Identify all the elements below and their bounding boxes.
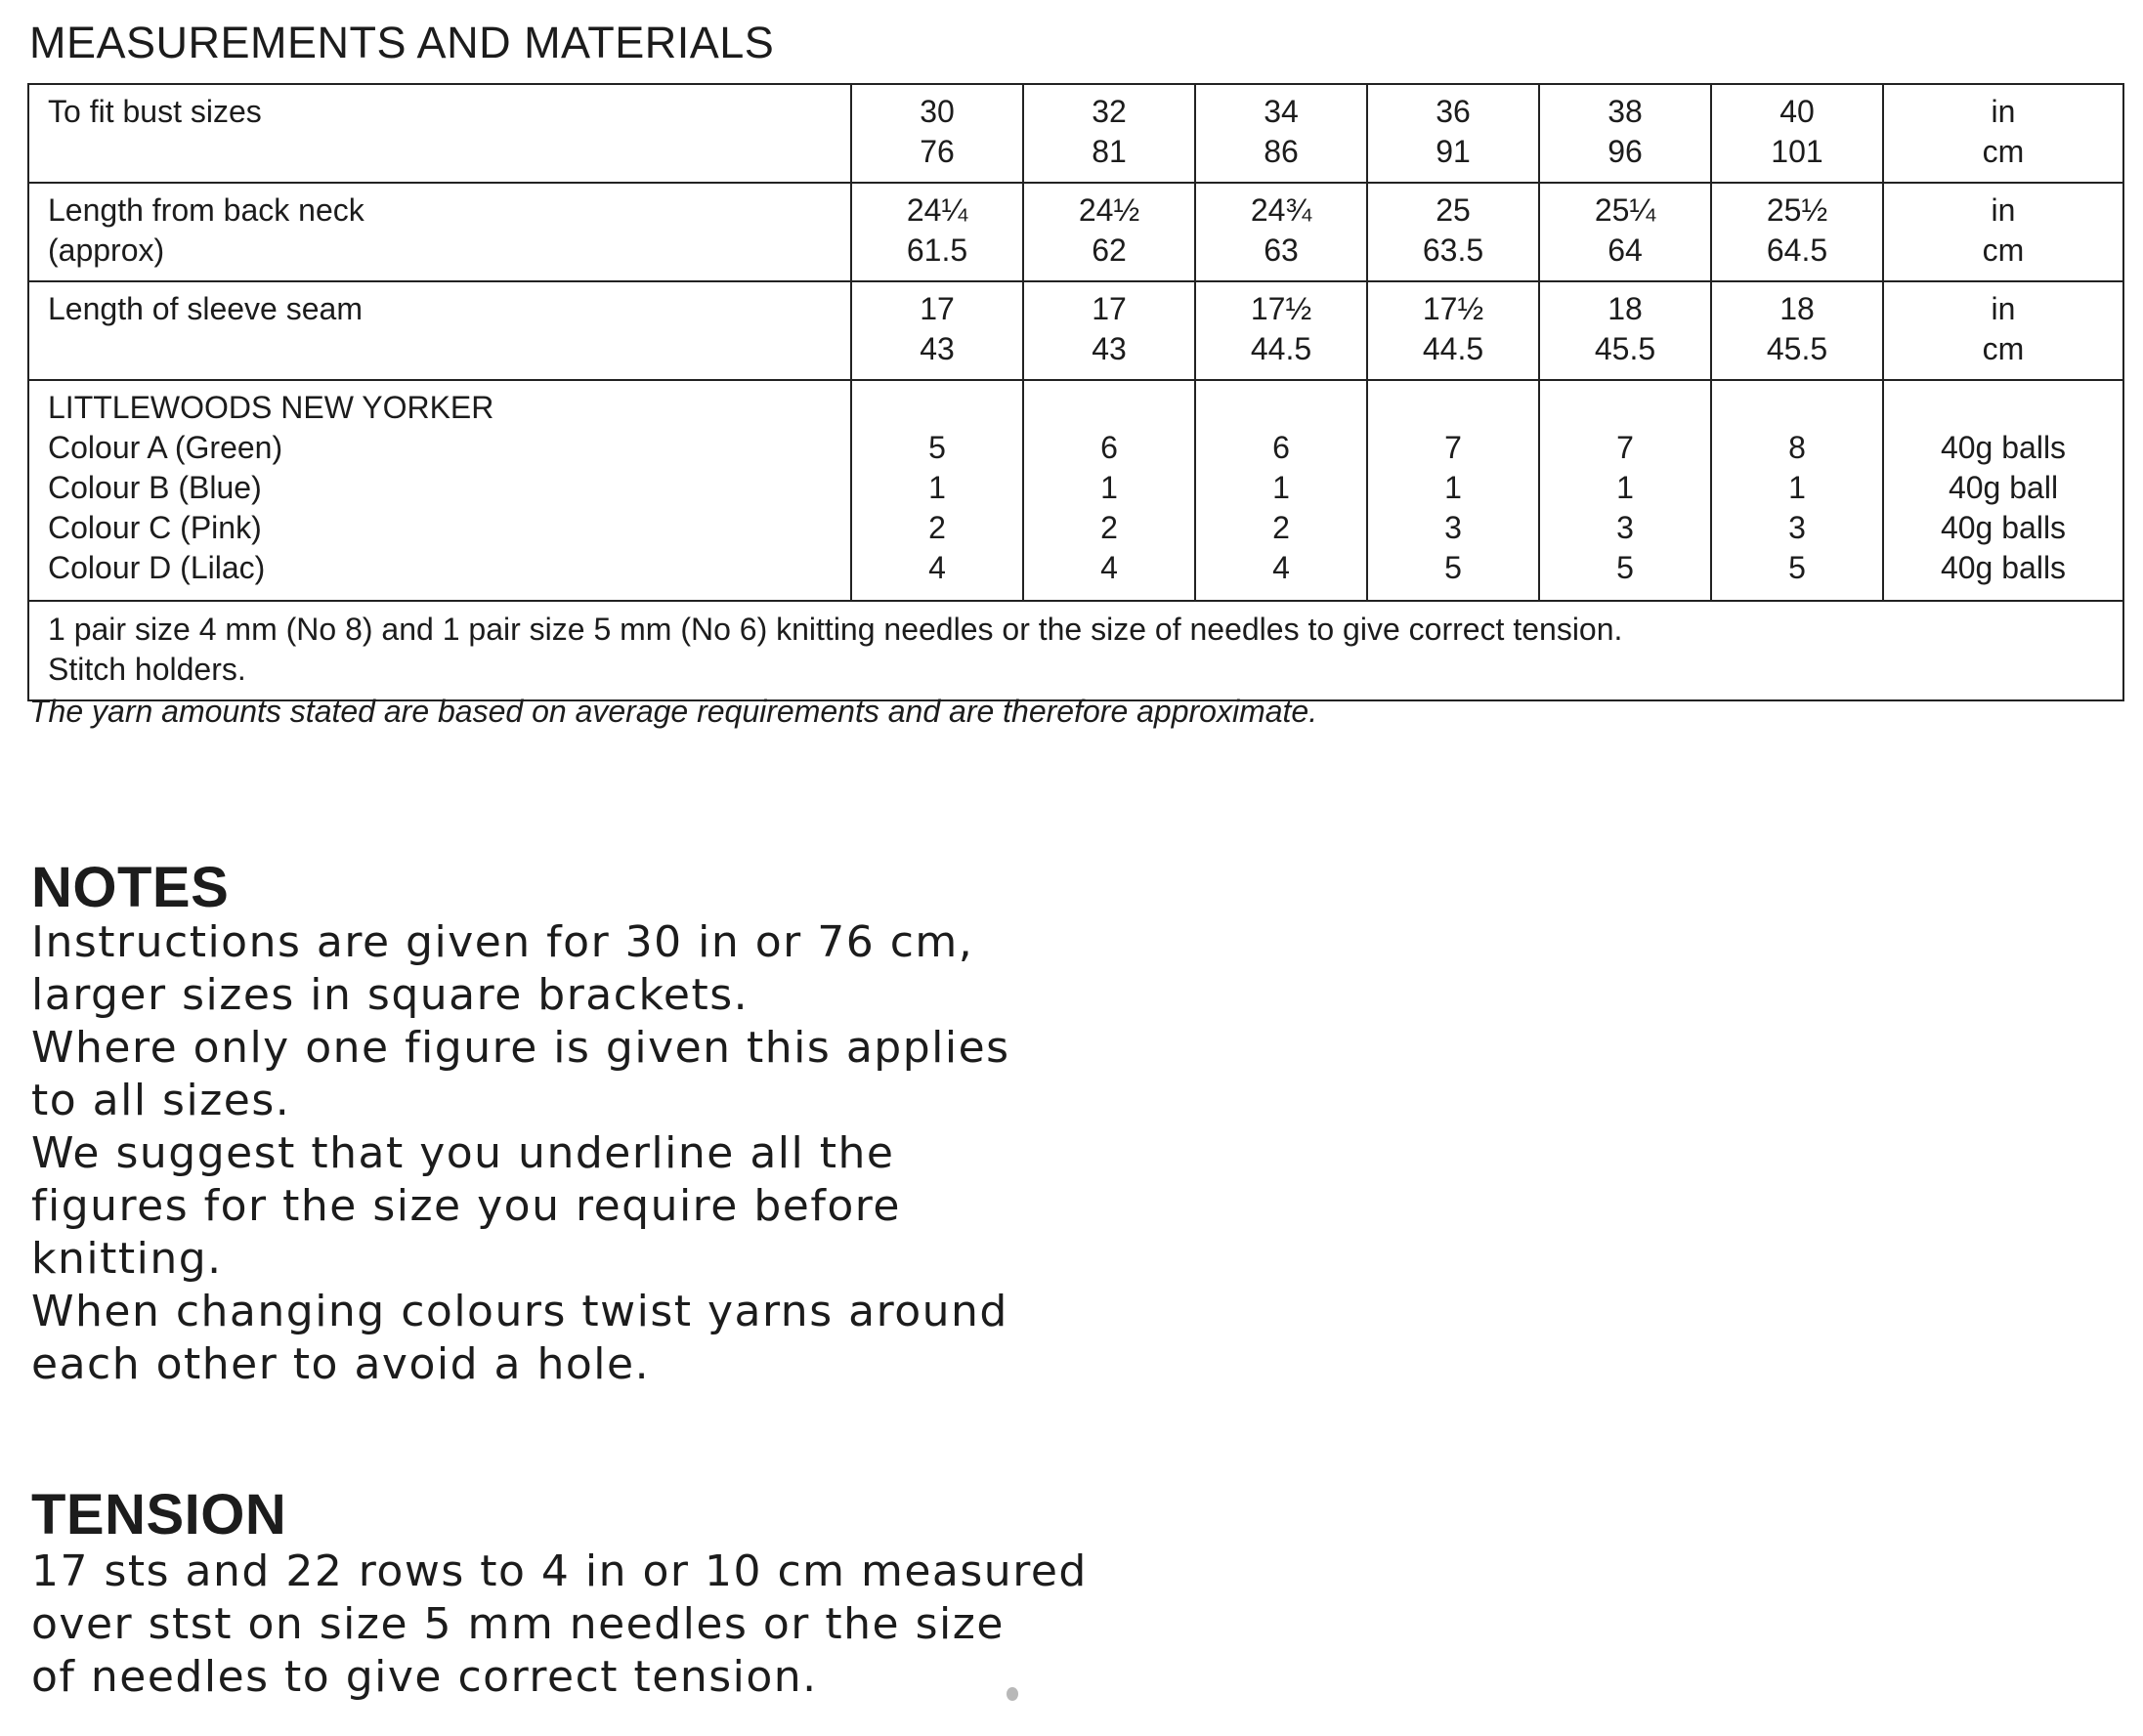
row-label-cell [28, 281, 851, 380]
size-value: 91 [1436, 134, 1471, 169]
size-value-cell [1367, 183, 1539, 281]
size-value-cell [1023, 84, 1195, 183]
size-value: 64 [1607, 233, 1643, 268]
size-value-cell [1711, 183, 1883, 281]
unit-label: cm [1982, 331, 2025, 366]
notes-line: each other to avoid a hole. [31, 1339, 651, 1389]
size-value: 17 [920, 291, 955, 326]
size-value-cell [851, 281, 1023, 380]
size-value [856, 388, 1018, 428]
unit-label: in [1991, 291, 2016, 326]
size-value: 63 [1264, 233, 1299, 268]
notes-line: larger sizes in square brackets. [31, 970, 750, 1020]
notes-line: knitting. [31, 1234, 223, 1284]
size-value: 43 [920, 331, 955, 366]
size-value: 3 [1616, 510, 1634, 545]
needles-line: Stitch holders. [48, 652, 246, 687]
needles-line: 1 pair size 4 mm (No 8) and 1 pair size 5 mm (No 6) knitting needles or the size of needles to give correct tension. [48, 612, 1623, 647]
row-label: LITTLEWOODS NEW YORKER [48, 390, 494, 425]
row-label: Length from back neck [48, 192, 364, 228]
size-value [1716, 388, 1878, 428]
size-value-cell [1195, 84, 1367, 183]
row-label: Length of sleeve seam [48, 291, 363, 326]
size-value-cell [1711, 380, 1883, 601]
size-value: 7 [1616, 430, 1634, 465]
size-value: 4 [1272, 550, 1290, 585]
size-value: 101 [1771, 134, 1823, 169]
notes-line: Where only one figure is given this applies [31, 1023, 1010, 1073]
size-value: 4 [928, 550, 946, 585]
size-value [1200, 388, 1362, 428]
unit-label: 40g balls [1940, 550, 2067, 585]
row-label: (approx) [48, 233, 165, 268]
size-value-cell [1539, 281, 1711, 380]
size-value: 8 [1788, 430, 1806, 465]
measurements-table [27, 83, 2124, 701]
size-value: 30 [920, 94, 955, 129]
needles-row [28, 601, 2123, 700]
size-value: 2 [1272, 510, 1290, 545]
notes-line: When changing colours twist yarns around [31, 1287, 1008, 1336]
size-value: 7 [1444, 430, 1462, 465]
size-value-cell [1539, 380, 1711, 601]
row-label-cell [28, 380, 851, 601]
notes-line: Instructions are given for 30 in or 76 cm, [31, 917, 974, 967]
tension-line: 17 sts and 22 rows to 4 in or 10 cm measured [31, 1546, 1088, 1596]
notes-line: figures for the size you require before [31, 1181, 901, 1231]
size-value: 18 [1779, 291, 1815, 326]
size-value: 86 [1264, 134, 1299, 169]
unit-label: cm [1982, 233, 2025, 268]
size-value: 24½ [1078, 192, 1140, 228]
size-value: 2 [928, 510, 946, 545]
yarn-footnote: The yarn amounts stated are based on average requirements and are therefore approximate. [29, 694, 1318, 729]
size-value: 17 [1092, 291, 1127, 326]
row-label-cell [28, 84, 851, 183]
size-value: 4 [1100, 550, 1118, 585]
size-value: 62 [1092, 233, 1127, 268]
size-value-cell [851, 84, 1023, 183]
size-value: 1 [1788, 470, 1806, 505]
size-value-cell [851, 380, 1023, 601]
table-row [28, 84, 2123, 183]
size-value: 1 [928, 470, 946, 505]
size-value-cell [1367, 84, 1539, 183]
row-label: Colour B (Blue) [48, 470, 262, 505]
unit-label [1888, 388, 2119, 428]
tension-line: over stst on size 5 mm needles or the size [31, 1599, 1005, 1649]
size-value-cell [1367, 281, 1539, 380]
notes-line: to all sizes. [31, 1076, 291, 1125]
unit-label: in [1991, 94, 2016, 129]
size-value: 24¼ [906, 192, 968, 228]
row-label: Colour A (Green) [48, 430, 283, 465]
tension-body [31, 1545, 1126, 1704]
size-value: 44.5 [1422, 331, 1484, 366]
size-value: 76 [920, 134, 955, 169]
size-value: 1 [1100, 470, 1118, 505]
notes-heading: NOTES [31, 856, 230, 919]
size-value-cell [851, 183, 1023, 281]
size-value: 45.5 [1766, 331, 1828, 366]
unit-cell [1883, 183, 2123, 281]
size-value [1028, 388, 1190, 428]
size-value: 45.5 [1594, 331, 1656, 366]
size-value: 5 [928, 430, 946, 465]
size-value: 1 [1616, 470, 1634, 505]
size-value: 3 [1444, 510, 1462, 545]
size-value-cell [1195, 380, 1367, 601]
size-value-cell [1539, 84, 1711, 183]
unit-cell [1883, 380, 2123, 601]
size-value: 96 [1607, 134, 1643, 169]
size-value: 24¾ [1250, 192, 1312, 228]
size-value: 64.5 [1766, 233, 1828, 268]
row-label: Colour D (Lilac) [48, 550, 266, 585]
size-value: 3 [1788, 510, 1806, 545]
scan-speck [1007, 1687, 1018, 1701]
size-value: 61.5 [906, 233, 968, 268]
size-value: 36 [1436, 94, 1471, 129]
size-value: 2 [1100, 510, 1118, 545]
size-value: 5 [1616, 550, 1634, 585]
size-value: 25½ [1766, 192, 1828, 228]
size-value-cell [1023, 380, 1195, 601]
row-label: To fit bust sizes [48, 94, 262, 129]
unit-cell [1883, 84, 2123, 183]
size-value: 25 [1436, 192, 1471, 228]
size-value-cell [1711, 281, 1883, 380]
row-label-cell [28, 183, 851, 281]
row-label: Colour C (Pink) [48, 510, 262, 545]
size-value-cell [1367, 380, 1539, 601]
size-value: 18 [1607, 291, 1643, 326]
size-value: 17½ [1422, 291, 1484, 326]
notes-line: We suggest that you underline all the [31, 1128, 895, 1178]
unit-label: cm [1982, 134, 2025, 169]
size-value: 5 [1444, 550, 1462, 585]
size-value: 81 [1092, 134, 1127, 169]
unit-label: in [1991, 192, 2016, 228]
size-value: 1 [1272, 470, 1290, 505]
table-row [28, 183, 2123, 281]
notes-body [31, 916, 1126, 1391]
table-row [28, 281, 2123, 380]
size-value-cell [1195, 281, 1367, 380]
size-value: 6 [1100, 430, 1118, 465]
tension-heading: TENSION [31, 1483, 287, 1546]
size-value-cell [1023, 183, 1195, 281]
unit-label: 40g balls [1940, 430, 2067, 465]
size-value: 17½ [1250, 291, 1312, 326]
size-value: 1 [1444, 470, 1462, 505]
size-value: 6 [1272, 430, 1290, 465]
unit-cell [1883, 281, 2123, 380]
tension-line: of needles to give correct tension. [31, 1652, 818, 1702]
size-value [1372, 388, 1534, 428]
table-row [28, 380, 2123, 601]
size-value: 44.5 [1250, 331, 1312, 366]
unit-label: 40g ball [1948, 470, 2059, 505]
size-value: 43 [1092, 331, 1127, 366]
size-value: 34 [1264, 94, 1299, 129]
size-value: 25¼ [1594, 192, 1656, 228]
size-value-cell [1023, 281, 1195, 380]
unit-label: 40g balls [1940, 510, 2067, 545]
size-value: 63.5 [1422, 233, 1484, 268]
size-value: 40 [1779, 94, 1815, 129]
size-value: 32 [1092, 94, 1127, 129]
needles-cell [28, 601, 2123, 700]
size-value-cell [1195, 183, 1367, 281]
size-value-cell [1539, 183, 1711, 281]
size-value: 5 [1788, 550, 1806, 585]
section-title: MEASUREMENTS AND MATERIALS [29, 18, 775, 67]
size-value [1544, 388, 1706, 428]
size-value: 38 [1607, 94, 1643, 129]
size-value-cell [1711, 84, 1883, 183]
